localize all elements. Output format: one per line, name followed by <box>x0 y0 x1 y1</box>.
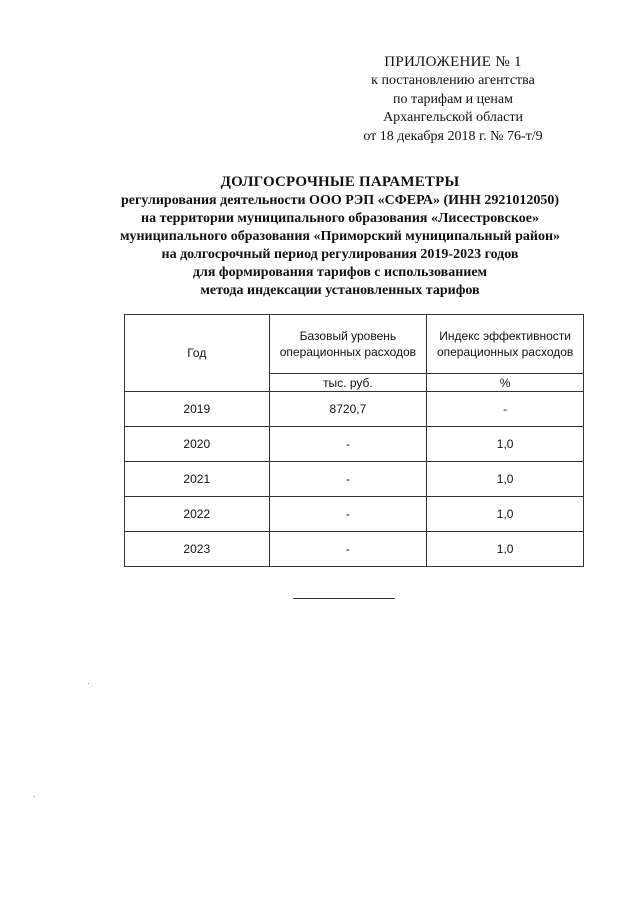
heading-line: для формирования тарифов с использованием <box>192 264 488 280</box>
cell-base-level: - <box>269 497 427 532</box>
table-row <box>125 462 584 497</box>
cell-base-level: 8720,7 <box>269 392 427 427</box>
cell-base-level: - <box>269 532 427 567</box>
header-base-level <box>269 315 427 374</box>
scan-speck <box>34 796 35 797</box>
table-row <box>125 427 584 462</box>
table-header-row <box>125 315 584 374</box>
header-efficiency-line2: операционных расходов <box>436 345 574 359</box>
cell-year: 2021 <box>125 462 270 497</box>
annex-line: Архангельской области <box>383 110 523 125</box>
cell-year: 2023 <box>125 532 270 567</box>
annex-block <box>318 52 588 146</box>
header-efficiency <box>427 315 584 374</box>
cell-efficiency: 1,0 <box>427 532 584 567</box>
table-row <box>125 497 584 532</box>
cell-base-level: - <box>269 462 427 497</box>
cell-year: 2022 <box>125 497 270 532</box>
unit-efficiency: % <box>427 374 584 392</box>
heading-line: муниципального образования «Приморский муниципальный район» <box>119 228 561 244</box>
heading-line: на долгосрочный период регулирования 2019-2023 годов <box>161 246 519 262</box>
annex-title: ПРИЛОЖЕНИЕ № 1 <box>384 54 522 70</box>
annex-line: к постановлению агентства <box>371 73 535 88</box>
header-efficiency-line1: Индекс эффективности <box>439 329 571 343</box>
closing-rule <box>293 598 395 599</box>
document-heading <box>60 172 620 299</box>
table-row <box>125 532 584 567</box>
cell-efficiency: 1,0 <box>427 427 584 462</box>
document-title: ДОЛГОСРОЧНЫЕ ПАРАМЕТРЫ <box>220 174 460 190</box>
cell-efficiency: 1,0 <box>427 497 584 532</box>
unit-base-level: тыс. руб. <box>269 374 427 392</box>
table-row <box>125 392 584 427</box>
cell-base-level: - <box>269 427 427 462</box>
heading-line: регулирования деятельности ООО РЭП «СФЕРА» (ИНН 2921012050) <box>120 193 560 208</box>
cell-year: 2020 <box>125 427 270 462</box>
cell-year: 2019 <box>125 392 270 427</box>
cell-efficiency: 1,0 <box>427 462 584 497</box>
header-base-level-line2: операционных расходов <box>279 345 417 359</box>
heading-line: метода индексации установленных тарифов <box>200 282 480 298</box>
parameters-table <box>124 314 584 567</box>
heading-line: на территории муниципального образования «Лисестровское» <box>141 210 539 226</box>
annex-line: по тарифам и ценам <box>393 91 513 107</box>
scan-speck <box>88 683 89 684</box>
cell-efficiency: - <box>427 392 584 427</box>
header-base-level-line1: Базовый уровень <box>299 329 397 343</box>
header-year: Год <box>125 315 270 392</box>
annex-date-line: от 18 декабря 2018 г. № 76-т/9 <box>363 128 543 144</box>
